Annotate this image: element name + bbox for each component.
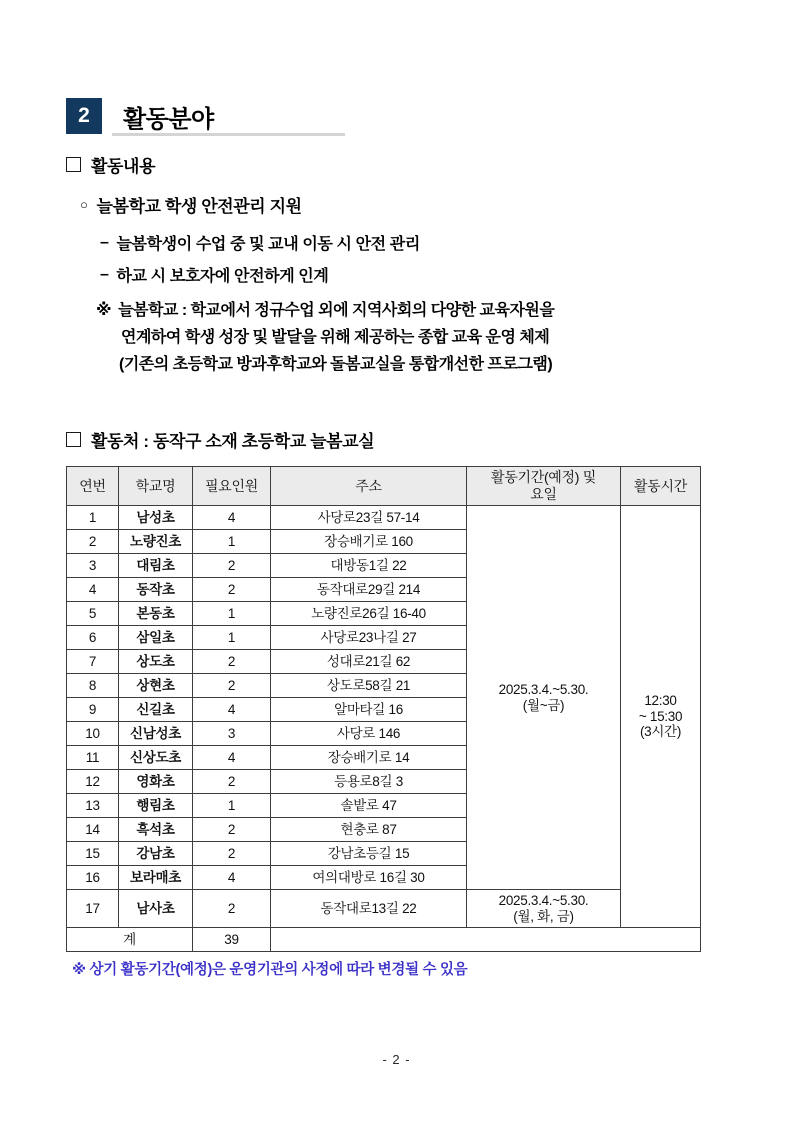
cell-time <box>621 506 701 928</box>
cell-school: 보라매초 <box>119 866 193 890</box>
cell-address: 대방동1길 22 <box>271 554 467 578</box>
cell-address: 사당로23길 57-14 <box>271 506 467 530</box>
cell-count: 4 <box>193 866 271 890</box>
cell-address: 알마타길 16 <box>271 698 467 722</box>
cell-address: 사당로 146 <box>271 722 467 746</box>
cell-count: 1 <box>193 794 271 818</box>
cell-no: 11 <box>67 746 119 770</box>
activity-content-heading <box>66 152 155 177</box>
venue-heading <box>66 427 374 452</box>
cell-address: 동작대로29길 214 <box>271 578 467 602</box>
cell-address: 강남초등길 15 <box>271 842 467 866</box>
cell-school: 대림초 <box>119 554 193 578</box>
cell-no: 16 <box>67 866 119 890</box>
table-body <box>67 506 701 952</box>
cell-no: 3 <box>67 554 119 578</box>
cell-count: 4 <box>193 698 271 722</box>
cell-no: 2 <box>67 530 119 554</box>
activity-content-label: 활동내용 <box>91 157 156 176</box>
cell-school: 삼일초 <box>119 626 193 650</box>
period-last-days: (월, 화, 금) <box>513 908 574 924</box>
cell-no: 10 <box>67 722 119 746</box>
cell-school: 영화초 <box>119 770 193 794</box>
period-main-days: (월~금) <box>522 697 565 713</box>
table-header-row <box>67 467 701 506</box>
cell-count: 2 <box>193 818 271 842</box>
cell-count: 2 <box>193 674 271 698</box>
cell-no: 14 <box>67 818 119 842</box>
schools-table-container <box>66 466 700 952</box>
bullet-sub-label-1: 늘봄학생이 수업 중 및 교내 이동 시 안전 관리 <box>116 236 420 253</box>
cell-school: 남성초 <box>119 506 193 530</box>
period-last-date: 2025.3.4.~5.30. <box>498 892 589 908</box>
footnote: ※ 상기 활동기간(예정)은 운영기관의 사정에 따라 변경될 수 있음 <box>72 962 468 978</box>
bullet-sub-item-2 <box>100 263 328 286</box>
cell-no: 9 <box>67 698 119 722</box>
schools-table <box>66 466 701 952</box>
cell-school: 노량진초 <box>119 530 193 554</box>
cell-school: 신길초 <box>119 698 193 722</box>
cell-count: 1 <box>193 530 271 554</box>
cell-school: 신남성초 <box>119 722 193 746</box>
cell-address: 노량진로26길 16-40 <box>271 602 467 626</box>
time-line-1: 12:30 <box>644 693 677 709</box>
col-header-time: 활동시간 <box>621 467 701 506</box>
bullet-sub-label-2: 하교 시 보호자에 안전하게 인계 <box>116 268 329 285</box>
dash-bullet-icon: – <box>100 233 109 251</box>
total-count: 39 <box>193 928 271 952</box>
col-header-period <box>467 467 621 506</box>
period-main-date: 2025.3.4.~5.30. <box>498 681 589 697</box>
cell-no: 12 <box>67 770 119 794</box>
dash-bullet-icon: – <box>100 265 109 283</box>
col-header-period-line-2: 요일 <box>530 486 557 502</box>
cell-address: 솔밭로 47 <box>271 794 467 818</box>
cell-no: 15 <box>67 842 119 866</box>
cell-count: 4 <box>193 746 271 770</box>
time-line-3: (3시간) <box>639 724 682 740</box>
cell-period-last <box>467 890 621 928</box>
page-number: - 2 - <box>382 1052 411 1067</box>
cell-no: 13 <box>67 794 119 818</box>
cell-address: 여의대방로 16길 30 <box>271 866 467 890</box>
cell-count: 2 <box>193 554 271 578</box>
cell-school: 행림초 <box>119 794 193 818</box>
cell-count: 1 <box>193 602 271 626</box>
table-row <box>67 890 701 928</box>
cell-count: 1 <box>193 626 271 650</box>
cell-school: 남사초 <box>119 890 193 928</box>
cell-school: 동작초 <box>119 578 193 602</box>
bullet-main-label: 늘봄학교 학생 안전관리 지원 <box>96 197 302 216</box>
col-header-address: 주소 <box>271 467 467 506</box>
cell-count: 2 <box>193 842 271 866</box>
cell-no: 5 <box>67 602 119 626</box>
cell-address: 성대로21길 62 <box>271 650 467 674</box>
cell-count: 2 <box>193 650 271 674</box>
total-empty <box>271 928 701 952</box>
total-label: 계 <box>67 928 193 952</box>
cell-address: 등용로8길 3 <box>271 770 467 794</box>
star-bullet-icon: ※ <box>96 302 112 319</box>
venue-label: 활동처 : 동작구 소재 초등학교 늘봄교실 <box>91 432 375 451</box>
bullet-sub-item-1 <box>100 231 420 254</box>
cell-school: 신상도초 <box>119 746 193 770</box>
cell-no: 1 <box>67 506 119 530</box>
table-header <box>67 467 701 506</box>
cell-count: 2 <box>193 578 271 602</box>
cell-address: 장승배기로 14 <box>271 746 467 770</box>
definition-note-line-3: (기존의 초등학교 방과후학교와 돌봄교실을 통합개선한 프로그램) <box>119 356 553 373</box>
bullet-main-item <box>80 192 302 217</box>
page-title: 활동분야 <box>123 106 214 133</box>
cell-school: 상도초 <box>119 650 193 674</box>
col-header-count: 필요인원 <box>193 467 271 506</box>
col-header-school: 학교명 <box>119 467 193 506</box>
cell-count: 2 <box>193 890 271 928</box>
cell-no: 6 <box>67 626 119 650</box>
cell-address: 사당로23나길 27 <box>271 626 467 650</box>
definition-note-line-1 <box>96 297 554 324</box>
col-header-period-line-1: 활동기간(예정) 및 <box>491 469 596 485</box>
section-number-badge: 2 <box>66 98 102 134</box>
cell-address: 현충로 87 <box>271 818 467 842</box>
cell-school: 흑석초 <box>119 818 193 842</box>
cell-count: 2 <box>193 770 271 794</box>
time-line-2: ~ 15:30 <box>638 708 683 724</box>
cell-school: 본동초 <box>119 602 193 626</box>
cell-no: 8 <box>67 674 119 698</box>
definition-note-line-2: 연계하여 학생 성장 및 발달을 위해 제공하는 종합 교육 운영 체제 <box>121 329 550 346</box>
definition-note-text-1: 늘봄학교 : 학교에서 정규수업 외에 지역사회의 다양한 교육자원을 <box>118 302 555 319</box>
table-total-row <box>67 928 701 952</box>
cell-no: 17 <box>67 890 119 928</box>
cell-count: 3 <box>193 722 271 746</box>
checkbox-icon <box>66 157 81 172</box>
cell-address: 상도로58길 21 <box>271 674 467 698</box>
cell-period-main <box>467 506 621 890</box>
section-heading <box>66 98 356 134</box>
table-row <box>67 506 701 530</box>
checkbox-icon <box>66 432 81 447</box>
col-header-no: 연번 <box>67 467 119 506</box>
cell-address: 동작대로13길 22 <box>271 890 467 928</box>
circle-bullet-icon: ○ <box>80 197 88 212</box>
cell-no: 4 <box>67 578 119 602</box>
cell-school: 강남초 <box>119 842 193 866</box>
cell-school: 상현초 <box>119 674 193 698</box>
cell-address: 장승배기로 160 <box>271 530 467 554</box>
heading-divider <box>112 133 345 136</box>
definition-note <box>96 297 554 378</box>
cell-count: 4 <box>193 506 271 530</box>
cell-no: 7 <box>67 650 119 674</box>
